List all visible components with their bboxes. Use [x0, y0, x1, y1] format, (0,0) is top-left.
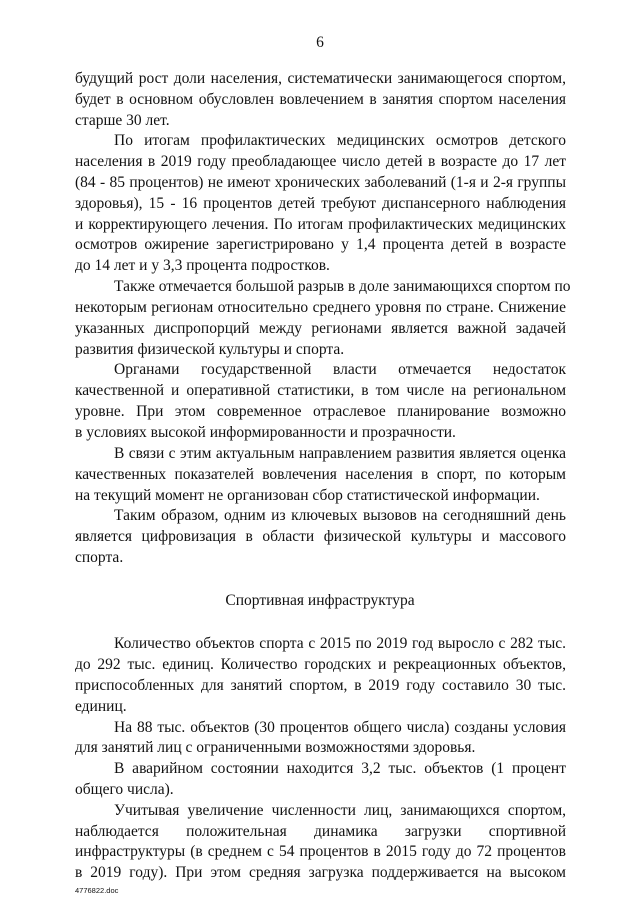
- section-heading: Спортивная инфраструктура: [225, 592, 415, 609]
- text-line: здоровья), 15 - 16 процентов детей требуют диспансерного наблюдения: [75, 195, 566, 212]
- text-line: единиц.: [75, 698, 127, 715]
- text-line: качественных показателей вовлечения населения в спорт, по которым: [75, 466, 566, 483]
- text-line: По итогам профилактических медицинских осмотров детского: [114, 132, 566, 149]
- text-line: Учитывая увеличение численности лиц, занимающихся спортом,: [114, 802, 566, 819]
- text-line: инфраструктуры (в среднем с 54 процентов в 2015 году до 72 процентов: [75, 843, 566, 860]
- text-line: на текущий момент не организован сбор статистической информации.: [75, 487, 540, 504]
- text-line: будущий рост доли населения, систематически занимающегося спортом,: [75, 70, 566, 87]
- text-line: в 2019 году). При этом средняя загрузка поддерживается на высоком: [75, 864, 566, 881]
- text-line: общего числа).: [75, 781, 174, 798]
- text-line: развития физической культуры и спорта.: [75, 341, 345, 358]
- text-line: в условиях высокой информированности и прозрачности.: [75, 424, 456, 441]
- text-line: (84 - 85 процентов) не имеют хронических заболеваний (1-я и 2-я группы: [75, 174, 566, 191]
- text-line: В аварийном состоянии находится 3,2 тыс. объектов (1 процент: [114, 760, 566, 777]
- text-line: старше 30 лет.: [75, 112, 170, 129]
- text-line: населения в 2019 году преобладающее число детей в возрасте до 17 лет: [75, 153, 566, 170]
- text-line: Количество объектов спорта с 2015 по 2019 год выросло с 282 тыс.: [114, 635, 566, 652]
- text-line: является цифровизация в области физической культуры и массового: [75, 528, 566, 545]
- text-line: качественной и оперативной статистики, в том числе на региональном: [75, 382, 566, 399]
- text-line: Также отмечается большой разрыв в доле занимающихся спортом по: [114, 278, 571, 295]
- text-line: спорта.: [75, 549, 124, 566]
- text-line: Органами государственной власти отмечается недостаток: [114, 361, 566, 378]
- text-line: некоторым регионам относительно среднего уровня по стране. Снижение: [75, 299, 566, 316]
- page-number: 6: [316, 34, 324, 51]
- text-line: до 14 лет и у 3,3 процента подростков.: [75, 257, 330, 274]
- text-line: Таким образом, одним из ключевых вызовов на сегодняшний день: [114, 507, 566, 524]
- text-line: приспособленных для занятий спортом, в 2019 году составило 30 тыс.: [75, 677, 566, 694]
- text-line: В связи с этим актуальным направлением развития является оценка: [114, 445, 566, 462]
- text-line: На 88 тыс. объектов (30 процентов общего числа) созданы условия: [114, 719, 566, 736]
- text-line: будет в основном обусловлен вовлечением в занятия спортом населения: [75, 91, 566, 108]
- text-line: уровне. При этом современное отраслевое планирование возможно: [75, 403, 566, 420]
- text-line: осмотров ожирение зарегистрировано у 1,4 процента детей в возрасте: [75, 236, 566, 253]
- footer-file-code: 4776822.doc: [75, 886, 119, 895]
- text-line: до 292 тыс. единиц. Количество городских и рекреационных объектов,: [75, 656, 566, 673]
- text-line: наблюдается положительная динамика загрузки спортивной: [75, 823, 566, 840]
- text-line: и корректирующего лечения. По итогам профилактических медицинских: [75, 216, 566, 233]
- text-line: для занятий лиц с ограниченными возможностями здоровья.: [75, 739, 476, 756]
- text-line: указанных диспропорций между регионами является важной задачей: [75, 320, 566, 337]
